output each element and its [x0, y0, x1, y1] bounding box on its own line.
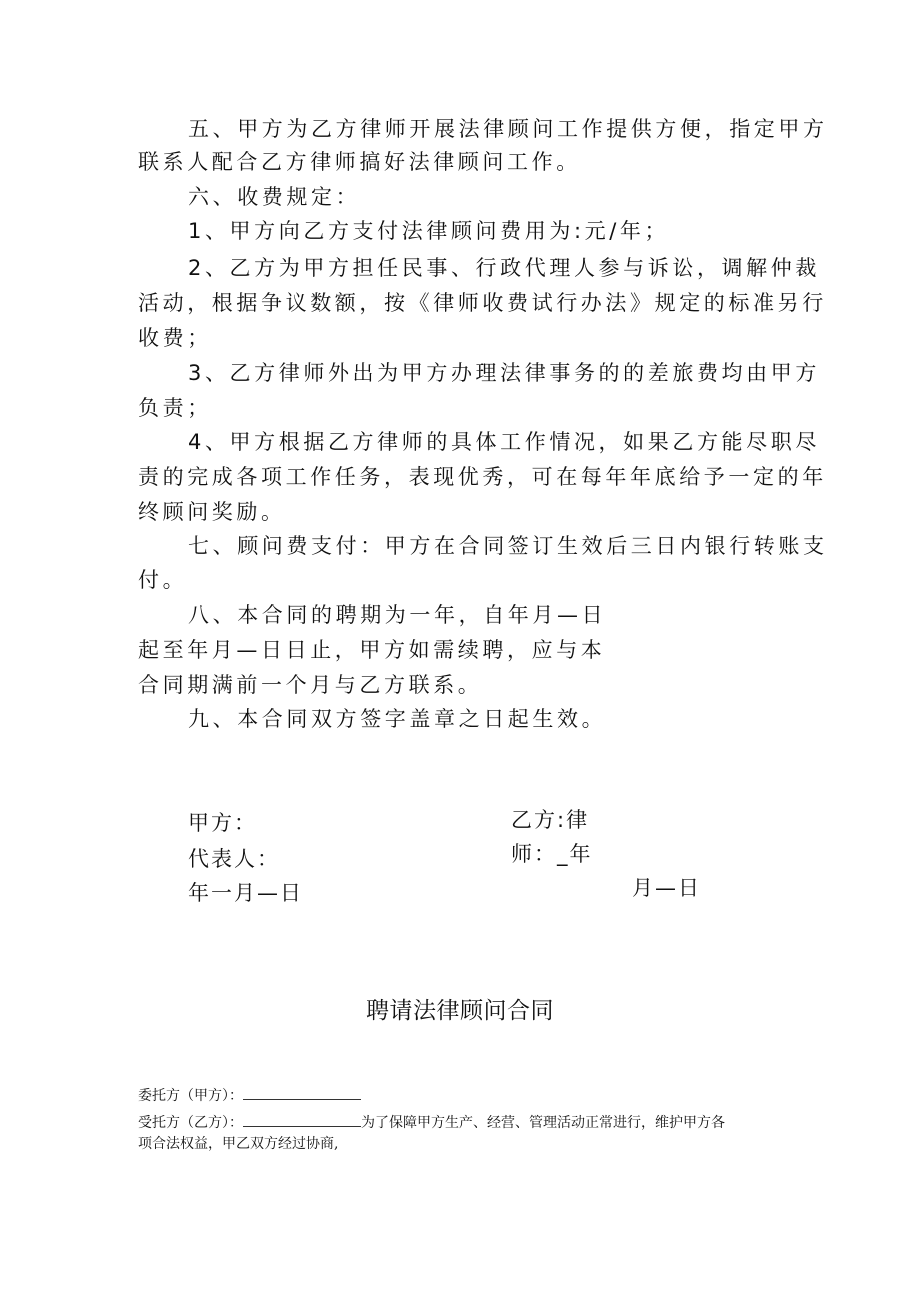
party-b-label: 乙方:律 — [511, 808, 590, 832]
intro-line-2: 项合法权益，甲乙双方经过协商, — [138, 1136, 339, 1152]
client-line — [138, 1085, 361, 1106]
clause-8-line-1: 八、本合同的聘期为一年，自年月—日 — [188, 603, 607, 627]
lawyer-label: 师：_年 — [511, 842, 593, 866]
fee-item-3-line-2: 负责； — [138, 396, 212, 420]
client-label: 委托方（甲方）： — [138, 1088, 243, 1104]
fee-item-2-line-3: 收费； — [138, 326, 212, 350]
second-contract-title: 聘请法律顾问合同 — [366, 998, 554, 1024]
clause-7-line-1: 七、顾问费支付：甲方在合同签订生效后三日内银行转账支 — [188, 534, 828, 558]
fee-item-4-line-3: 终顾问奖励。 — [138, 500, 286, 524]
clause-5-line-2: 联系人配合乙方律师搞好法律顾问工作。 — [138, 150, 581, 174]
fee-item-2-line-2: 活动，根据争议数额，按《律师收费试行办法》规定的标准另行 — [138, 291, 827, 315]
fee-item-4-line-2: 责的完成各项工作任务，表现优秀，可在每年年底给予一定的年 — [138, 465, 827, 489]
clause-8-line-3: 合同期满前一个月与乙方联系。 — [138, 673, 483, 697]
party-b-date: 月—日 — [632, 876, 701, 900]
agent-label: 受托方（乙方）： — [138, 1115, 243, 1131]
fee-item-1: 1、甲方向乙方支付法律顾问费用为:元/年； — [188, 219, 670, 243]
fee-item-4-line-1: 4、甲方根据乙方律师的具体工作情况，如果乙方能尽职尽 — [188, 430, 820, 454]
clause-5-line-1: 五、甲方为乙方律师开展法律顾问工作提供方便，指定甲方 — [188, 117, 828, 141]
representative-label: 代表人： — [188, 847, 280, 871]
clause-9: 九、本合同双方签字盖章之日起生效。 — [188, 707, 607, 731]
clause-6-heading: 六、收费规定： — [188, 185, 361, 209]
intro-line-1: 为了保障甲方生产、经营、管理活动正常进行，维护甲方各 — [361, 1115, 725, 1131]
agent-name-blank — [243, 1112, 361, 1127]
agent-line — [138, 1112, 725, 1133]
party-a-label: 甲方： — [188, 811, 257, 835]
party-a-date: 年一月—日 — [188, 881, 303, 905]
clause-8-line-2: 起至年月—日日止，甲方如需续聘，应与本 — [138, 638, 606, 662]
clause-7-line-2: 付。 — [138, 568, 188, 592]
fee-item-2-line-1: 2、乙方为甲方担任民事、行政代理人参与诉讼，调解仲裁 — [188, 256, 820, 280]
fee-item-3-line-1: 3、乙方律师外出为甲方办理法律事务的的差旅费均由甲方 — [188, 361, 820, 385]
client-name-blank — [243, 1085, 361, 1100]
